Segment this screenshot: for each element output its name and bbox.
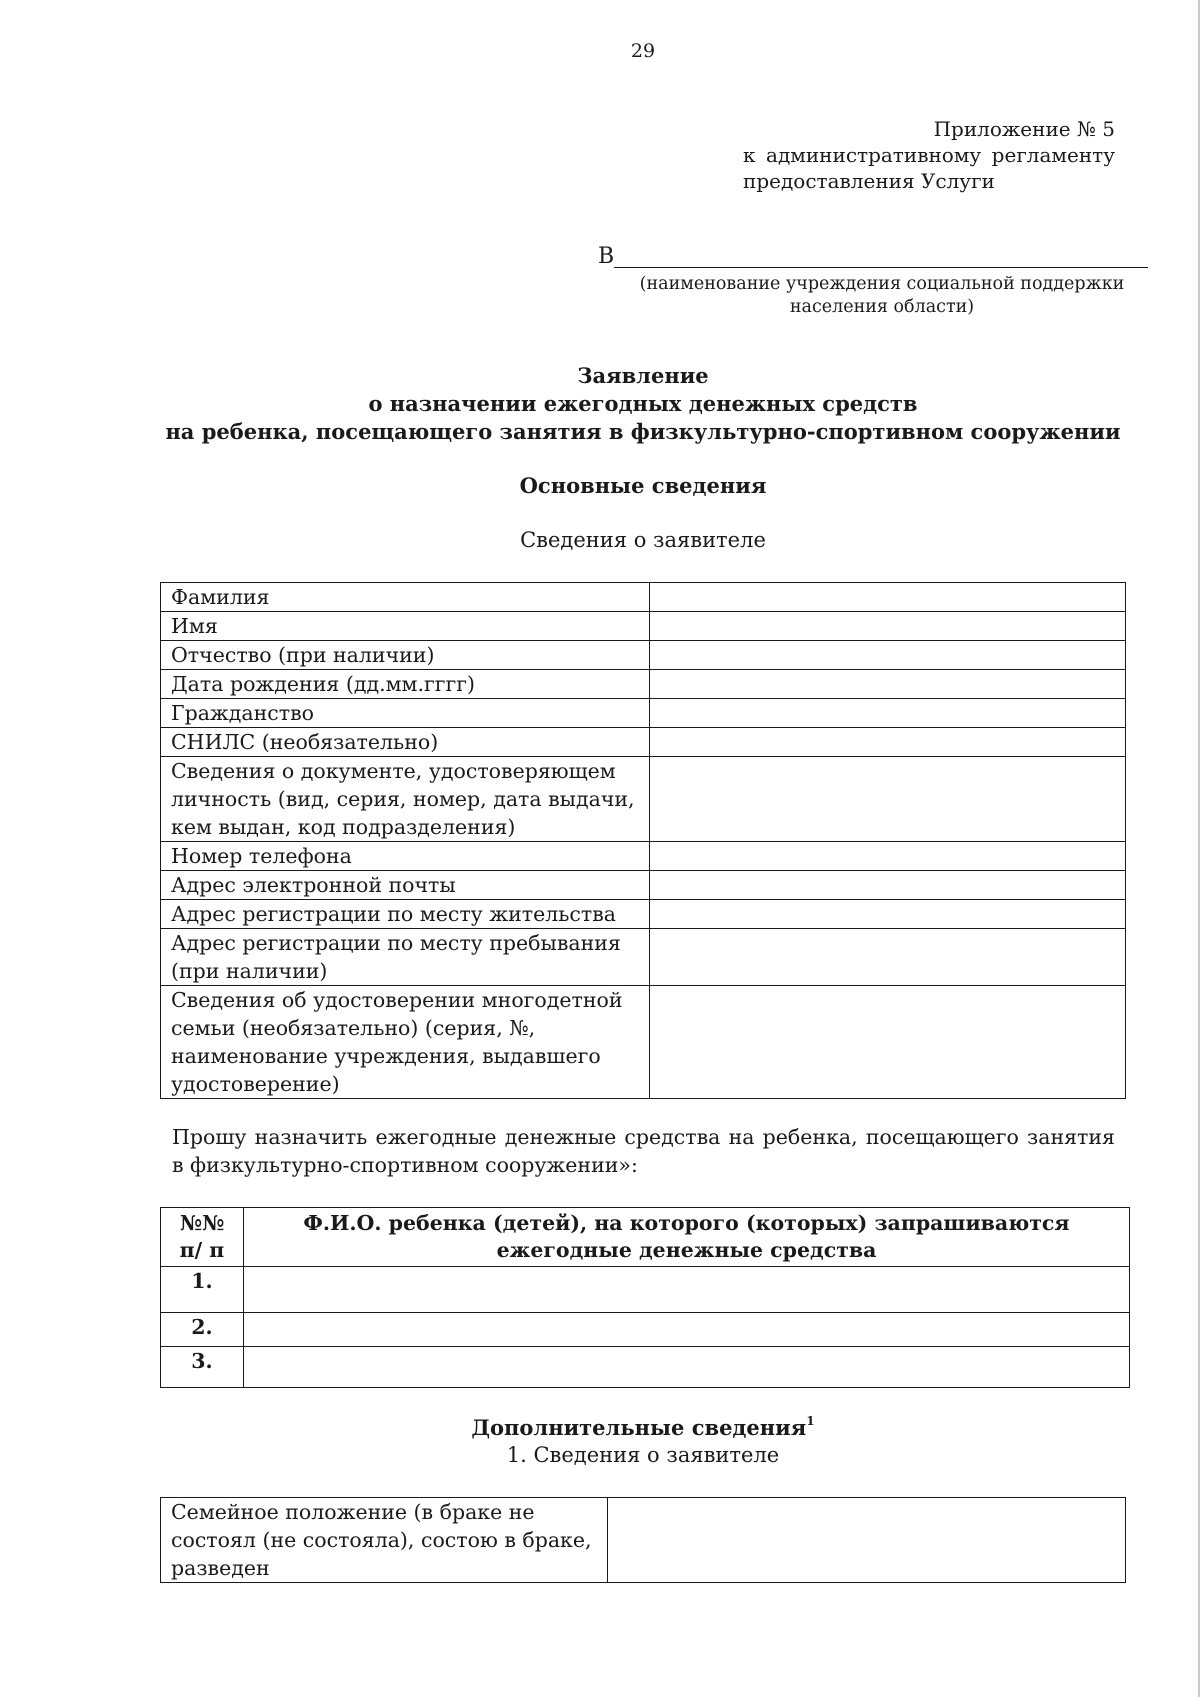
table-row [161, 1498, 1126, 1583]
row-value[interactable] [650, 641, 1126, 670]
table-row [161, 728, 1126, 757]
row-label: Имя [161, 612, 650, 641]
appendix-line-2: к административному регламенту [743, 143, 1115, 167]
row-label: Гражданство [161, 699, 650, 728]
child-name-cell[interactable] [244, 1313, 1130, 1347]
column-header-number: №№ п/ п [161, 1208, 244, 1267]
row-value[interactable] [650, 583, 1126, 612]
table-row [161, 583, 1126, 612]
row-number: 2. [161, 1313, 244, 1347]
table-row [161, 612, 1126, 641]
row-label: Номер телефона [161, 842, 650, 871]
additional-heading [0, 1414, 1200, 1440]
table-row [161, 670, 1126, 699]
row-label: СНИЛС (необязательно) [161, 728, 650, 757]
footnote-mark: 1 [806, 1414, 815, 1428]
additional-heading-text: Дополнительные сведения [471, 1415, 807, 1440]
title-line-1: Заявление [577, 363, 709, 388]
table-row [161, 699, 1126, 728]
main-section-heading: Основные сведения [519, 473, 767, 498]
title-line-3: на ребенка, посещающего занятия в физкультурно-спортивном сооружении [165, 419, 1121, 444]
table-row [161, 871, 1126, 900]
row-value[interactable] [650, 986, 1126, 1099]
table-row [161, 986, 1126, 1099]
row-label: Адрес регистрации по месту жительства [161, 900, 650, 929]
applicant-heading: Сведения о заявителе [520, 528, 766, 552]
row-label: Дата рождения (дд.мм.гггг) [161, 670, 650, 699]
addressee-caption-line-1: (наименование учреждения социальной поддержки [639, 274, 1125, 294]
children-table [160, 1207, 1130, 1388]
row-label: Семейное положение (в браке не состоял (не состояла), состою в браке, разведен [161, 1498, 608, 1583]
addressee-field[interactable] [614, 267, 1148, 268]
row-label: Адрес электронной почты [161, 871, 650, 900]
row-label: Адрес регистрации по месту пребывания (при наличии) [161, 929, 650, 986]
table-row [161, 900, 1126, 929]
row-label: Сведения об удостоверении многодетной семьи (необязательно) (серия, №, наименование учреждения, выдавшего удостоверение) [161, 986, 650, 1099]
request-text: Прошу назначить ежегодные денежные средства на ребенка, посещающего занятия в физкультурно-спортивном сооружении»: [172, 1125, 1115, 1177]
row-value[interactable] [650, 929, 1126, 986]
row-value[interactable] [650, 612, 1126, 641]
applicant-table [160, 582, 1126, 1099]
table-row [161, 842, 1126, 871]
additional-table [160, 1497, 1126, 1583]
table-row [161, 1313, 1130, 1347]
child-name-cell[interactable] [244, 1347, 1130, 1388]
appendix-line-3: предоставления Услуги [743, 169, 995, 193]
title-line-2: о назначении ежегодных денежных средств [368, 391, 918, 416]
column-header-child-name: Ф.И.О. ребенка (детей), на которого (которых) запрашиваются ежегодные денежные средства [244, 1208, 1130, 1267]
row-label: Сведения о документе, удостоверяющем личность (вид, серия, номер, дата выдачи, кем выдан, код подразделения) [161, 757, 650, 842]
addressee-prefix: В [598, 244, 615, 269]
addressee-caption [610, 273, 1154, 319]
table-row [161, 1347, 1130, 1388]
child-name-cell[interactable] [244, 1267, 1130, 1313]
page-number: 29 [630, 40, 656, 62]
row-value[interactable] [650, 871, 1126, 900]
row-value[interactable] [650, 670, 1126, 699]
row-value[interactable] [650, 900, 1126, 929]
row-label: Фамилия [161, 583, 650, 612]
row-value[interactable] [650, 699, 1126, 728]
row-number: 3. [161, 1347, 244, 1388]
table-row [161, 1267, 1130, 1313]
table-row [161, 641, 1126, 670]
addressee-caption-line-2: населения области) [789, 297, 975, 317]
row-label: Отчество (при наличии) [161, 641, 650, 670]
row-value[interactable] [650, 728, 1126, 757]
appendix-line-1: Приложение № 5 [933, 117, 1115, 141]
appendix-note [743, 116, 1115, 194]
row-value[interactable] [650, 757, 1126, 842]
table-row [161, 929, 1126, 986]
table-header-row [161, 1208, 1130, 1267]
additional-subheading: 1. Сведения о заявителе [506, 1443, 780, 1467]
row-value[interactable] [650, 842, 1126, 871]
row-value[interactable] [608, 1498, 1126, 1583]
row-number: 1. [161, 1267, 244, 1313]
document-title [0, 362, 1200, 446]
table-row [161, 757, 1126, 842]
